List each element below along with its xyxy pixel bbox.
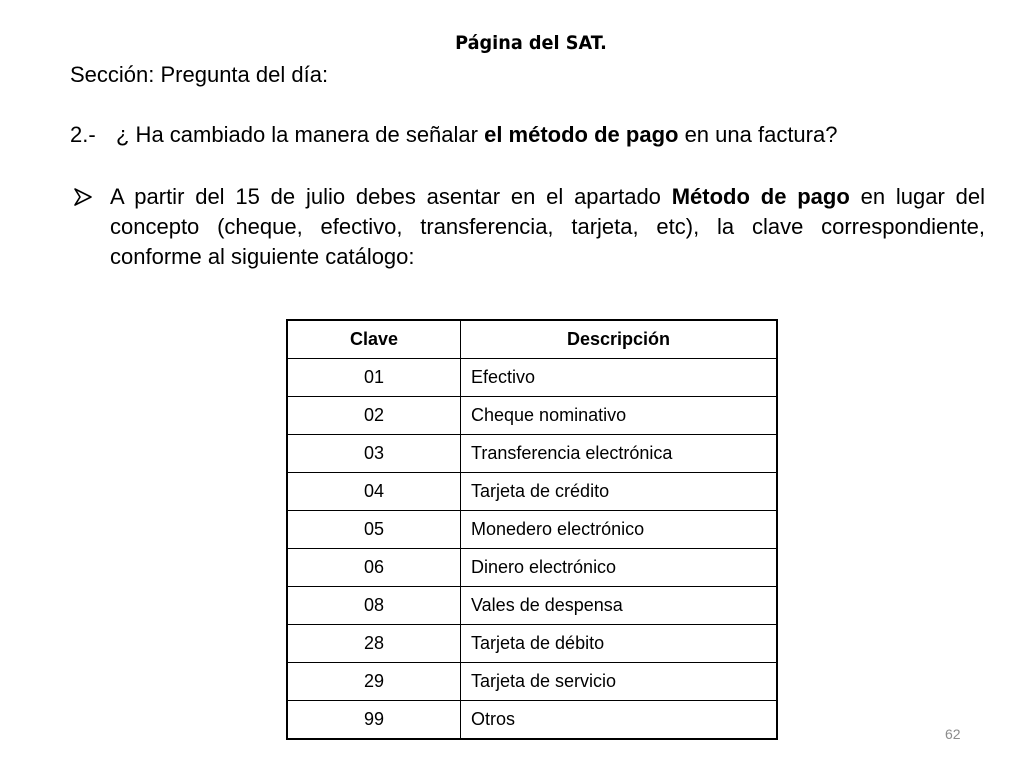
- question: [70, 120, 837, 150]
- arrow-bullet-icon: [72, 186, 94, 208]
- code-cell: 03: [287, 435, 461, 473]
- description-cell: Vales de despensa: [461, 587, 778, 625]
- code-cell: 28: [287, 625, 461, 663]
- description-cell: Cheque nominativo: [461, 397, 778, 435]
- page-number: 62: [945, 726, 961, 742]
- table-row: [287, 625, 777, 663]
- description-cell: Tarjeta de crédito: [461, 473, 778, 511]
- column-header-clave: Clave: [287, 320, 461, 359]
- description-cell: Monedero electrónico: [461, 511, 778, 549]
- bullet-text-start: A partir del 15 de julio debes asentar en el apartado: [110, 184, 672, 209]
- table-row: [287, 511, 777, 549]
- description-cell: Transferencia electrónica: [461, 435, 778, 473]
- bullet-text-end: en lugar del concepto (cheque, efectivo, transferencia, tarjeta, etc), la clave correspondiente, conforme al siguiente catálogo:: [110, 184, 985, 269]
- description-cell: Tarjeta de servicio: [461, 663, 778, 701]
- question-text-end: en una factura?: [678, 122, 838, 147]
- table-row: [287, 359, 777, 397]
- bullet-text-bold: Método de pago: [671, 184, 850, 209]
- table-row: [287, 549, 777, 587]
- table-row: [287, 663, 777, 701]
- description-cell: Dinero electrónico: [461, 549, 778, 587]
- payment-method-table: [286, 319, 778, 740]
- table-row: [287, 587, 777, 625]
- question-text-start: ¿ Ha cambiado la manera de señalar: [116, 122, 485, 147]
- question-number: 2.-: [70, 122, 96, 147]
- code-cell: 06: [287, 549, 461, 587]
- table-header-row: [287, 320, 777, 359]
- description-cell: Tarjeta de débito: [461, 625, 778, 663]
- column-header-descripcion: Descripción: [461, 320, 778, 359]
- bullet-text: [110, 182, 985, 272]
- code-cell: 05: [287, 511, 461, 549]
- table-row: [287, 473, 777, 511]
- section-label: Sección: Pregunta del día:: [70, 62, 329, 87]
- code-cell: 01: [287, 359, 461, 397]
- page-title: Página del SAT.: [455, 32, 607, 54]
- code-cell: 02: [287, 397, 461, 435]
- code-cell: 29: [287, 663, 461, 701]
- table-row: [287, 397, 777, 435]
- code-cell: 08: [287, 587, 461, 625]
- table-row: [287, 435, 777, 473]
- question-text-bold: el método de pago: [484, 122, 679, 147]
- code-cell: 04: [287, 473, 461, 511]
- description-cell: Efectivo: [461, 359, 778, 397]
- code-cell: 99: [287, 701, 461, 740]
- table-row: [287, 701, 777, 740]
- bullet-paragraph: [72, 182, 985, 272]
- description-cell: Otros: [461, 701, 778, 740]
